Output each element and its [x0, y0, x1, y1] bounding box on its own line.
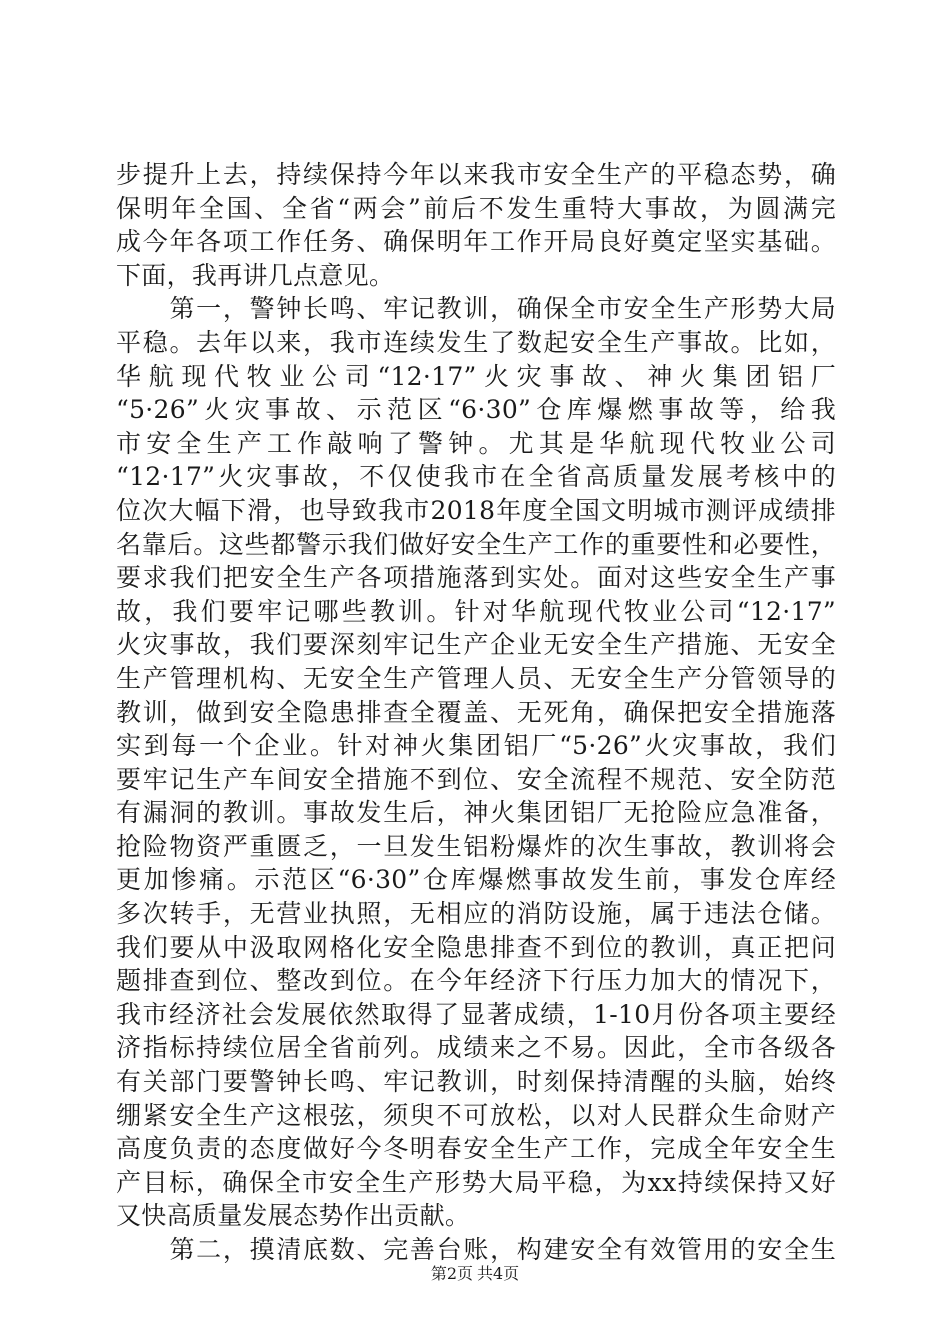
text-line: “12·17”火灾事故，不仅使我市在全省高质量发展考核中的 [116, 462, 836, 492]
text-line: 多次转手，无营业执照，无相应的消防设施，属于违法仓储。 [116, 899, 836, 929]
text-line: 故，我们要牢记哪些教训。针对华航现代牧业公司“12·17” [116, 596, 836, 626]
text-line: 有漏洞的教训。事故发生后，神火集团铝厂无抢险应急准备， [116, 798, 836, 828]
text-line: 保明年全国、全省“两会”前后不发生重特大事故，为圆满完 [116, 193, 836, 223]
text-line: 题排查到位、整改到位。在今年经济下行压力加大的情况下， [116, 966, 836, 996]
page-footer [0, 1263, 950, 1285]
text-line: “5·26”火灾事故、示范区“6·30”仓库爆燃事故等，给我 [116, 395, 836, 425]
text-line: 市安全生产工作敲响了警钟。尤其是华航现代牧业公司 [116, 428, 836, 458]
text-line: 平稳。去年以来，我市连续发生了数起安全生产事故。比如， [116, 327, 836, 357]
text-line: 位次大幅下滑，也导致我市2018年度全国文明城市测评成绩排 [116, 495, 836, 525]
text-line: 高度负责的态度做好今冬明春安全生产工作，完成全年安全生 [116, 1134, 836, 1164]
text-line: 济指标持续位居全省前列。成绩来之不易。因此，全市各级各 [116, 1033, 836, 1063]
text-line: 第二，摸清底数、完善台账，构建安全有效管用的安全生 [116, 1235, 836, 1264]
text-line: 要牢记生产车间安全措施不到位、安全流程不规范、安全防范 [116, 764, 836, 794]
text-line: 我们要从中汲取网格化安全隐患排查不到位的教训，真正把问 [116, 932, 836, 962]
text-line: 实到每一个企业。针对神火集团铝厂“5·26”火灾事故，我们 [116, 731, 836, 761]
text-line: 教训，做到安全隐患排查全覆盖、无死角，确保把安全措施落 [116, 697, 836, 727]
text-line: 抢险物资严重匮乏，一旦发生铝粉爆炸的次生事故，教训将会 [116, 831, 836, 861]
text-line: 下面，我再讲几点意见。 [116, 260, 395, 290]
text-line: 要求我们把安全生产各项措施落到实处。面对这些安全生产事 [116, 563, 836, 593]
text-line: 我市经济社会发展依然取得了显著成绩，1-10月份各项主要经 [116, 999, 836, 1029]
text-line: 华航现代牧业公司“12·17”火灾事故、神火集团铝厂 [116, 361, 836, 391]
text-line: 火灾事故，我们要深刻牢记生产企业无安全生产措施、无安全 [116, 630, 836, 660]
text-line: 名靠后。这些都警示我们做好安全生产工作的重要性和必要性， [116, 529, 836, 559]
text-line: 成今年各项工作任务、确保明年工作开局良好奠定坚实基础。 [116, 227, 836, 257]
text-line: 又快高质量发展态势作出贡献。 [116, 1201, 471, 1231]
text-line: 步提升上去，持续保持今年以来我市安全生产的平稳态势，确 [116, 160, 836, 189]
text-line: 更加惨痛。示范区“6·30”仓库爆燃事故发生前，事发仓库经 [116, 865, 836, 895]
text-line: 第一，警钟长鸣、牢记教训，确保全市安全生产形势大局 [116, 294, 836, 324]
page-number: 第2页 [430, 1264, 473, 1283]
text-line: 生产管理机构、无安全生产管理人员、无安全生产分管领导的 [116, 663, 836, 693]
text-line: 绷紧安全生产这根弦，须臾不可放松，以对人民群众生命财产 [116, 1100, 836, 1130]
document-body [116, 158, 836, 1267]
page-total: 共4页 [477, 1264, 520, 1283]
text-line: 有关部门要警钟长鸣、牢记教训，时刻保持清醒的头脑，始终 [116, 1067, 836, 1097]
text-line: 产目标，确保全市安全生产形势大局平稳，为xx持续保持又好 [116, 1167, 836, 1197]
